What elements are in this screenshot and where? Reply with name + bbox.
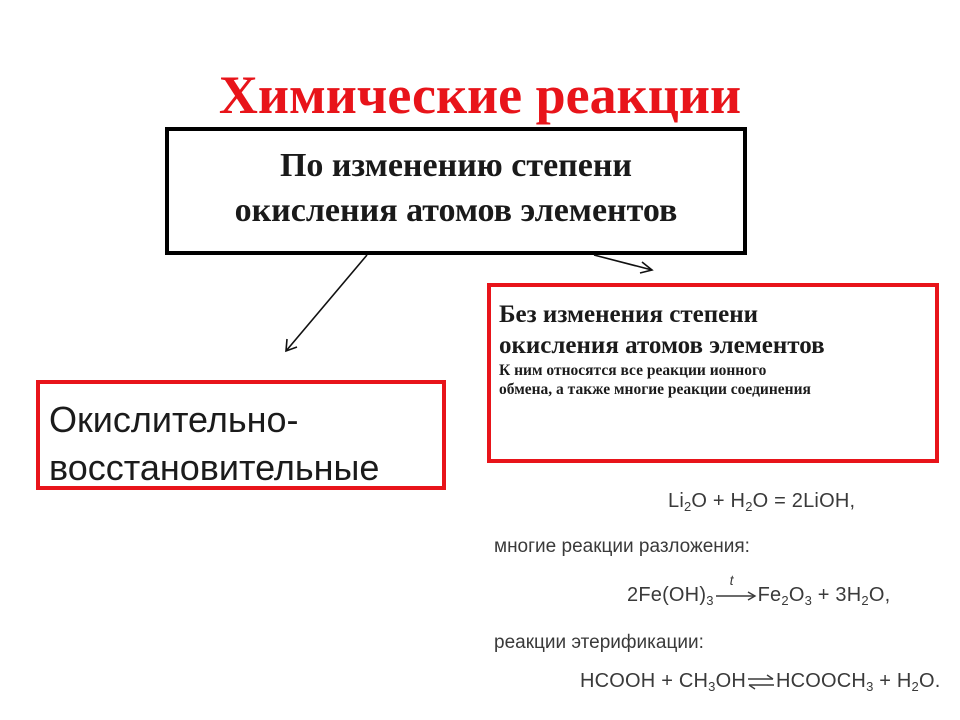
no-change-text-1: К ним относятся все реакции ионного [499,362,767,379]
redox-reactions-box [36,380,446,490]
equation-iron-hydroxide: $2Fe(OH)_3$ t $Fe_2O_3 + 3H_2O$, [627,571,891,608]
caption-decomposition: многие реакции разложения: [494,536,750,557]
redox-line-2: восстановительные [49,447,380,488]
arrow-to-redox [286,255,367,351]
caption-esterification: реакции этерификации: [494,632,704,653]
redox-line-1: Окислительно- [49,399,299,440]
no-oxidation-change-box [487,283,939,463]
no-change-heading-1: Без изменения степени [499,301,759,328]
criterion-line-1: По изменению степени [279,147,633,184]
slide-title: Химические реакции [218,65,742,125]
criterion-line-2: окисления атомов элементов [234,192,678,229]
no-change-heading-2: окисления атомов элементов [499,332,825,359]
reversible-arrow-icon [746,672,776,692]
equation-lithium-oxide: $Li_2O + H_2O$ = 2LiOH, [668,490,856,514]
no-change-text-2: обмена, а также многие реакции соединения [499,381,811,398]
equation-esterification: HCOOH + $CH_3OH$ $HCOOCH_3 + H_2O$. [580,670,941,694]
arrow-to-no-change [594,255,652,273]
reaction-arrow-heat: t [714,586,758,606]
chemical-equations-scan [480,478,950,716]
